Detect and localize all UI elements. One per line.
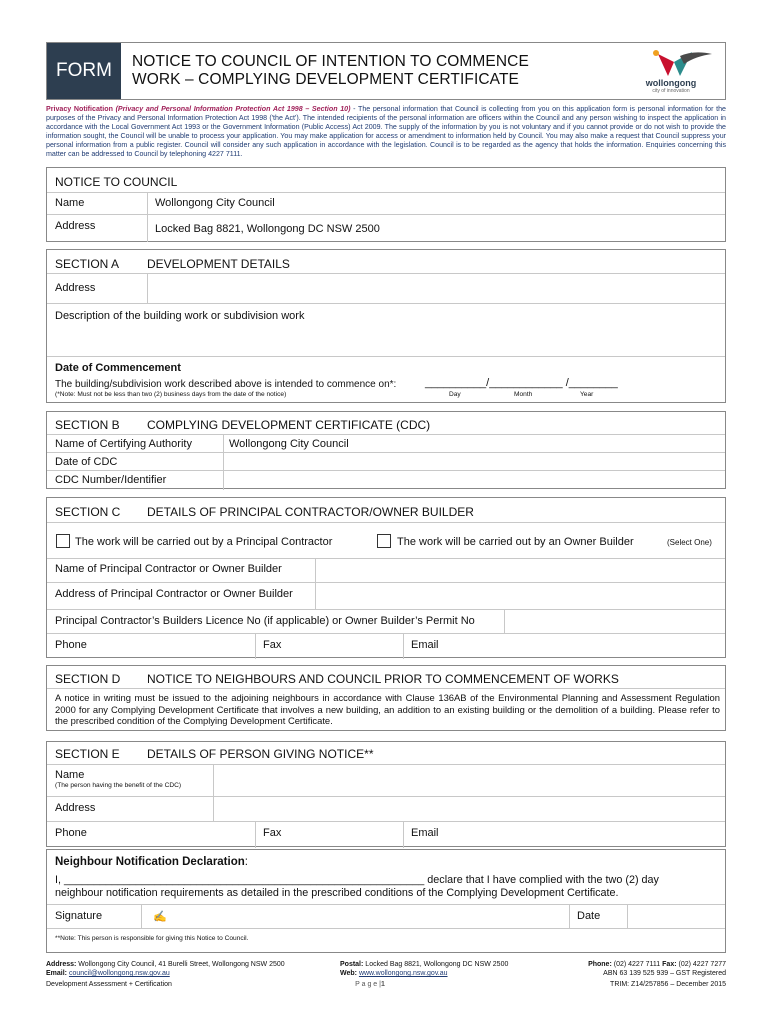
- contractor-email-label: Email: [411, 639, 439, 651]
- footer-address: Wollongong City Council, 41 Burelli Street, Wollongong NSW 2500: [78, 961, 285, 968]
- person-name-label: Name: [55, 769, 85, 781]
- footer-web-link[interactable]: www.wollongong.nsw.gov.au: [358, 970, 448, 977]
- date-month-label: Month: [514, 391, 533, 398]
- privacy-label: Privacy Notification: [46, 105, 113, 113]
- title-line-2: WORK – COMPLYING DEVELOPMENT CERTIFICATE: [132, 71, 519, 88]
- logo-tagline: city of innovation: [652, 88, 690, 94]
- section-d: [46, 665, 726, 731]
- footer-middle: Postal: Locked Bag 8821, Wollongong DC NSW 2500 Web: www.wollongong.nsw.gov.au P a g e |1: [340, 961, 509, 988]
- contractor-fax-label: Fax: [263, 639, 282, 651]
- title-line-1: NOTICE TO COUNCIL OF INTENTION TO COMMENCE: [132, 53, 529, 70]
- notice-name-label: Name: [55, 197, 85, 209]
- notice-to-council-section: [46, 167, 726, 242]
- section-a-description-label: Description of the building work or subdivision work: [55, 310, 305, 322]
- date-day-label: Day: [449, 391, 461, 398]
- authority-label: Name of Certifying Authority: [55, 438, 192, 450]
- section-e-heading: DETAILS OF PERSON GIVING NOTICE**: [147, 747, 374, 761]
- date-year-label: Year: [580, 391, 594, 398]
- declaration-line-1: [55, 874, 659, 886]
- signature-label: Signature: [55, 910, 103, 922]
- cdc-number-label: CDC Number/Identifier: [55, 474, 167, 486]
- declaration-section: [46, 849, 726, 953]
- section-a-code: SECTION A: [55, 257, 120, 271]
- declaration-line-2: neighbour notification requirements as detailed in the prescribed conditions of the Complying Development Certificate.: [55, 887, 619, 899]
- section-e-code: SECTION E: [55, 747, 120, 761]
- signature-date-label: Date: [577, 910, 601, 922]
- notice-address-label: Address: [55, 220, 96, 232]
- person-email-label: Email: [411, 827, 439, 839]
- declaration-line-1-end: declare that I have complied with the two (2) day: [427, 874, 659, 886]
- person-name-note: (The person having the benefit of the CDC): [55, 782, 182, 789]
- select-one-note: (Select One): [667, 538, 712, 547]
- declaration-i: I,: [55, 874, 61, 886]
- cdc-date-label: Date of CDC: [55, 456, 118, 468]
- section-a-description-input[interactable]: [55, 324, 715, 352]
- section-a-address-label: Address: [55, 282, 96, 294]
- contractor-name-label: Name of Principal Contractor or Owner Builder: [55, 563, 282, 575]
- section-c-heading: DETAILS OF PRINCIPAL CONTRACTOR/OWNER BUILDER: [147, 505, 474, 519]
- signature-pen-icon: ✍: [153, 911, 167, 923]
- footer-right: Phone: (02) 4227 7111 Fax: (02) 4227 7277 ABN 63 139 525 939 – GST Registered TRIM: Z14/257856 – December 2015: [540, 960, 726, 989]
- section-a-heading: DEVELOPMENT DETAILS: [147, 257, 290, 271]
- section-c: [46, 497, 726, 658]
- section-d-heading: NOTICE TO NEIGHBOURS AND COUNCIL PRIOR TO COMMENCEMENT OF WORKS: [147, 672, 619, 686]
- declaration-name-blank[interactable]: ____________________________________________________________: [64, 874, 425, 886]
- section-a: [46, 249, 726, 403]
- footer-abn: ABN 63 139 525 939 – GST Registered: [603, 970, 726, 977]
- notice-name-value: Wollongong City Council: [155, 197, 275, 209]
- section-e: [46, 741, 726, 847]
- logo-name: wollongong: [645, 78, 697, 88]
- contractor-address-label: Address of Principal Contractor or Owner Builder: [55, 588, 293, 600]
- owner-builder-checkbox[interactable]: [377, 534, 391, 548]
- person-fax-label: Fax: [263, 827, 282, 839]
- principal-contractor-checkbox[interactable]: [56, 534, 70, 548]
- section-b-heading: COMPLYING DEVELOPMENT CERTIFICATE (CDC): [147, 418, 431, 432]
- person-address-label: Address: [55, 802, 96, 814]
- section-c-code: SECTION C: [55, 505, 121, 519]
- person-note: **Note: This person is responsible for giving this Notice to Council.: [55, 935, 249, 942]
- notice-address-value: Locked Bag 8821, Wollongong DC NSW 2500: [155, 223, 380, 235]
- notice-heading: NOTICE TO COUNCIL: [55, 175, 178, 189]
- footer-email-link[interactable]: council@wollongong.nsw.gov.au: [68, 970, 170, 977]
- person-phone-label: Phone: [55, 827, 87, 839]
- signature-input[interactable]: [147, 906, 563, 926]
- date-note: (*Note: Must not be less than two (2) business days from the date of the notice): [55, 391, 287, 398]
- privacy-notification: [46, 105, 726, 158]
- authority-value: Wollongong City Council: [229, 438, 349, 450]
- section-b: [46, 411, 726, 489]
- footer-trim: TRIM: Z14/257856 – December 2015: [610, 981, 726, 988]
- date-text: The building/subdivision work described above is intended to commence on*:: [55, 379, 397, 390]
- footer-postal: Locked Bag 8821, Wollongong DC NSW 2500: [365, 961, 509, 968]
- declaration-heading: Neighbour Notification Declaration:: [55, 856, 248, 868]
- section-a-address-input[interactable]: [155, 278, 715, 298]
- section-d-text: A notice in writing must be issued to the adjoining neighbours in accordance with Clause 136AB of the Environmental Planning and Assessment Regulation 2000 for any Complying Development Certificate that involves a new building, an addition to an existing building or the demolition of a building. Please refer to the prescribed condition of the Complying Development Certificate.: [55, 692, 720, 726]
- form-tag: FORM: [47, 43, 121, 99]
- page-title: [132, 53, 529, 89]
- footer-department: Development Assessment + Certification: [46, 981, 172, 988]
- date-heading: Date of Commencement: [55, 362, 181, 374]
- date-input-blanks[interactable]: __________/____________ /________: [425, 377, 618, 389]
- footer-left: Address: Wollongong City Council, 41 Burelli Street, Wollongong NSW 2500 Email: council@wollongong.nsw.gov.au Development Assessment + Certification: [46, 961, 285, 988]
- licence-label: Principal Contractor’s Builders Licence No (if applicable) or Owner Builder’s Permit No: [55, 615, 475, 627]
- option-principal-contractor: The work will be carried out by a Principal Contractor: [75, 536, 333, 548]
- section-d-code: SECTION D: [55, 672, 121, 686]
- privacy-act: (Privacy and Personal Information Protection Act 1998 – Section 10): [115, 105, 351, 113]
- option-owner-builder: The work will be carried out by an Owner Builder: [397, 536, 634, 548]
- contractor-phone-label: Phone: [55, 639, 87, 651]
- privacy-text: - The personal information that Council is collecting from you on this application form is personal information for the purposes of the Privacy and Personal Information Protection Act 1998 ('the Act'). The intended recipients of the personal information are officers within the Council and any person wishing to inspect the application in accordance with the Local Government Act 1993 or the Government Information (Public Access) Act 2009. The supply of the information by you is not voluntary and if you cannot provide or do not wish to provide the information sought, the Council will be unable to process your application. You may make application for access or amendment to information held by Council. You may also make a request that Council suppress your personal information from a public register. Council will consider any such application in accordance with the legislation. Council is to be regarded as the agency that holds the information. Enquiries concerning this matter can be addressed to Council by telephoning 4227 7111.: [46, 105, 726, 158]
- section-b-code: SECTION B: [55, 418, 120, 432]
- footer-page: P a g e |1: [355, 981, 385, 988]
